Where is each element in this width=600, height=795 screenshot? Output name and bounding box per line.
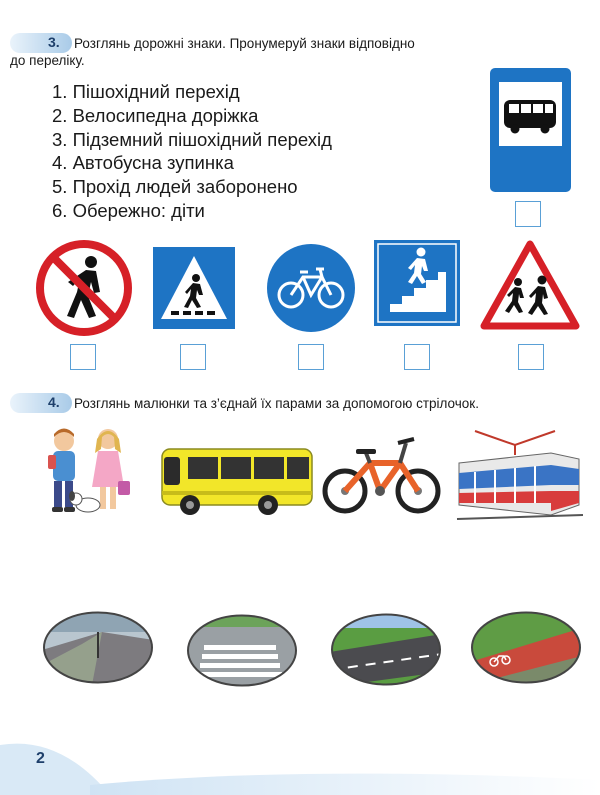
bicycle-illustration[interactable] [320, 433, 442, 517]
list-item: 3. Підземний пішохідний перехід [52, 128, 332, 150]
bicycle-lane-oval[interactable] [470, 610, 582, 685]
answer-box[interactable] [518, 344, 544, 370]
task-3-instruction: Розглянь дорожні знаки. Пронумеруй знаки відповідно [74, 36, 415, 51]
girl-figure [92, 429, 130, 509]
bus-stop-sign [490, 68, 571, 192]
answer-box[interactable] [70, 344, 96, 370]
bus-illustration[interactable] [160, 447, 315, 519]
asphalt-road-oval[interactable] [330, 612, 442, 687]
list-item: 4. Автобусна зупинка [52, 152, 234, 174]
answer-box[interactable] [515, 201, 541, 227]
answer-box[interactable] [180, 344, 206, 370]
task-number-badge [10, 393, 72, 413]
task-4-number: 4. [48, 394, 60, 410]
answer-box[interactable] [404, 344, 430, 370]
task-3-header [10, 33, 590, 57]
list-item: 5. Прохід людей заборонено [52, 176, 298, 198]
sign-name-list [52, 80, 332, 223]
underground-crossing-sign [374, 240, 460, 326]
zebra-crossing-oval[interactable] [186, 613, 298, 688]
task-3-instruction-cont: до переліку. [10, 53, 85, 68]
tram-illustration[interactable] [455, 425, 585, 523]
list-item: 1. Пішохідний перехід [52, 81, 240, 102]
task-number-badge [10, 33, 72, 53]
pedestrian-crossing-sign [153, 247, 235, 329]
list-item: 2. Велосипедна доріжка [52, 104, 259, 126]
list-item: 6. Обережно: діти [52, 199, 205, 221]
page-number: 2 [36, 750, 45, 767]
answer-box[interactable] [298, 344, 324, 370]
task-3-number: 3. [48, 34, 60, 50]
children-illustration[interactable] [38, 425, 138, 520]
page-footer-band [0, 735, 600, 795]
sidewalk-path-oval[interactable] [42, 610, 154, 685]
task-4-instruction: Розглянь малюнки та з’єднай їх парами за допомогою стрілочок. [74, 396, 479, 411]
children-warning-sign [480, 240, 580, 330]
task-4-header [10, 393, 590, 417]
bicycle-path-sign [266, 243, 356, 333]
no-pedestrians-sign [36, 240, 132, 336]
